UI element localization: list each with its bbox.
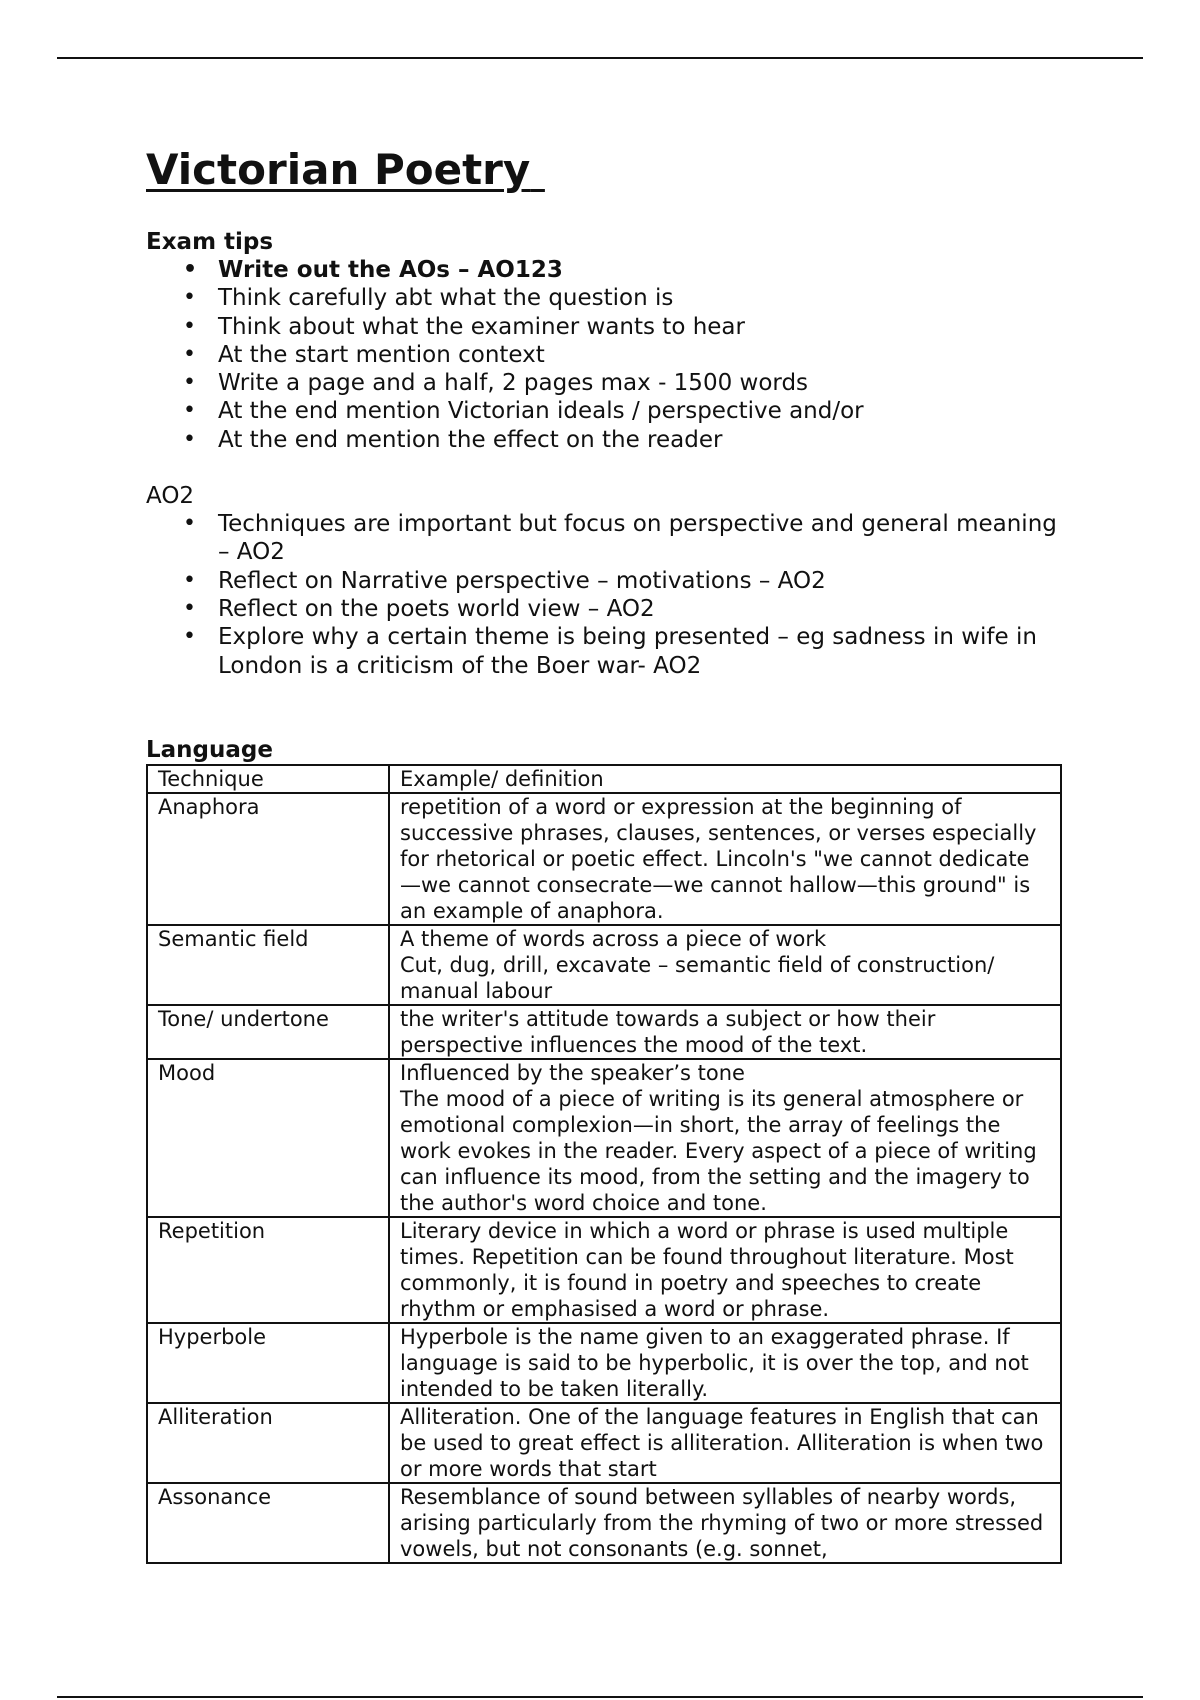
table-row xyxy=(147,1403,1061,1483)
column-header: Example/ definition xyxy=(389,765,1061,793)
bullet-icon: • xyxy=(183,511,196,537)
table-row xyxy=(147,1059,1061,1217)
list-item: • At the start mention context xyxy=(183,341,545,368)
technique-cell: Semantic field xyxy=(147,925,389,1005)
table-row xyxy=(147,793,1061,925)
definition-cell: Influenced by the speaker’s tone The mood of a piece of writing is its general atmosphere or emotional complexion—in short, the array of feelings the work evokes in the reader. Every aspect of a piece of writing can influence its mood, from the setting and the imagery to the author's word choice and tone. xyxy=(389,1059,1061,1217)
column-header: Technique xyxy=(147,765,389,793)
page-title: Victorian Poetry xyxy=(146,145,531,194)
technique-cell: Alliteration xyxy=(147,1403,389,1483)
technique-cell: Mood xyxy=(147,1059,389,1217)
table-row xyxy=(147,1005,1061,1059)
list-item: • Reflect on Narrative perspective – motivations – AO2 xyxy=(183,567,826,594)
definition-cell: Hyperbole is the name given to an exaggerated phrase. If language is said to be hyperbolic, it is over the top, and not intended to be taken literally. xyxy=(389,1323,1061,1403)
bullet-icon: • xyxy=(183,426,196,452)
list-item: • Techniques are important but focus on perspective and general meaning – AO2 xyxy=(183,511,1057,566)
definition-cell: Alliteration. One of the language features in English that can be used to great effect is alliteration. Alliteration is when two or more words that start xyxy=(389,1403,1061,1483)
list-item: • Write out the AOs – AO123 xyxy=(183,257,563,283)
list-item: • At the end mention Victorian ideals / perspective and/or xyxy=(183,398,864,425)
table-header-row xyxy=(147,765,1061,793)
bullet-icon: • xyxy=(183,285,196,311)
bullet-icon: • xyxy=(183,257,198,282)
table-row xyxy=(147,1323,1061,1403)
table-row xyxy=(147,925,1061,1005)
page-bottom-rule xyxy=(57,1696,1143,1698)
language-table xyxy=(146,764,1062,1564)
definition-cell: the writer's attitude towards a subject or how their perspective influences the mood of the text. xyxy=(389,1005,1061,1059)
bullet-icon: • xyxy=(183,313,196,339)
technique-cell: Repetition xyxy=(147,1217,389,1323)
bullet-icon: • xyxy=(183,341,196,367)
ao2-heading: AO2 xyxy=(146,483,195,510)
bullet-icon: • xyxy=(183,370,196,396)
bullet-icon: • xyxy=(183,398,196,424)
technique-cell: Hyperbole xyxy=(147,1323,389,1403)
definition-cell: Literary device in which a word or phrase is used multiple times. Repetition can be found throughout literature. Most commonly, it is found in poetry and speeches to create rhythm or emphasised a word or phrase. xyxy=(389,1217,1061,1323)
page-top-rule xyxy=(57,57,1143,59)
definition-cell: Resemblance of sound between syllables of nearby words, arising particularly from the rhyming of two or more stressed vowels, but not consonants (e.g. sonnet, xyxy=(389,1483,1061,1563)
list-item: • At the end mention the effect on the reader xyxy=(183,426,723,453)
list-item: • Think carefully abt what the question is xyxy=(183,285,674,312)
definition-cell: A theme of words across a piece of work Cut, dug, drill, excavate – semantic field of construction/ manual labour xyxy=(389,925,1061,1005)
list-item: • Think about what the examiner wants to hear xyxy=(183,313,745,340)
table-row xyxy=(147,1483,1061,1563)
bullet-icon: • xyxy=(183,567,196,593)
technique-cell: Tone/ undertone xyxy=(147,1005,389,1059)
table-row xyxy=(147,1217,1061,1323)
technique-cell: Assonance xyxy=(147,1483,389,1563)
document-page xyxy=(146,140,1060,1564)
technique-cell: Anaphora xyxy=(147,793,389,925)
ao2-list xyxy=(146,510,1060,680)
definition-cell: repetition of a word or expression at the beginning of successive phrases, clauses, sentences, or verses especially for rhetorical or poetic effect. Lincoln's "we cannot dedicate—we cannot consecrate—we cannot hallow—this ground" is an example of anaphora. xyxy=(389,793,1061,925)
exam-tips-list xyxy=(146,256,1060,454)
list-item: • Write a page and a half, 2 pages max - 1500 words xyxy=(183,370,809,397)
bullet-icon: • xyxy=(183,595,196,621)
bullet-icon: • xyxy=(183,624,196,650)
list-item: • Reflect on the poets world view – AO2 xyxy=(183,595,655,622)
exam-tips-heading: Exam tips xyxy=(146,229,274,255)
language-heading: Language xyxy=(146,736,273,763)
list-item: • Explore why a certain theme is being presented – eg sadness in wife in London is a criticism of the Boer war- AO2 xyxy=(183,624,1037,679)
